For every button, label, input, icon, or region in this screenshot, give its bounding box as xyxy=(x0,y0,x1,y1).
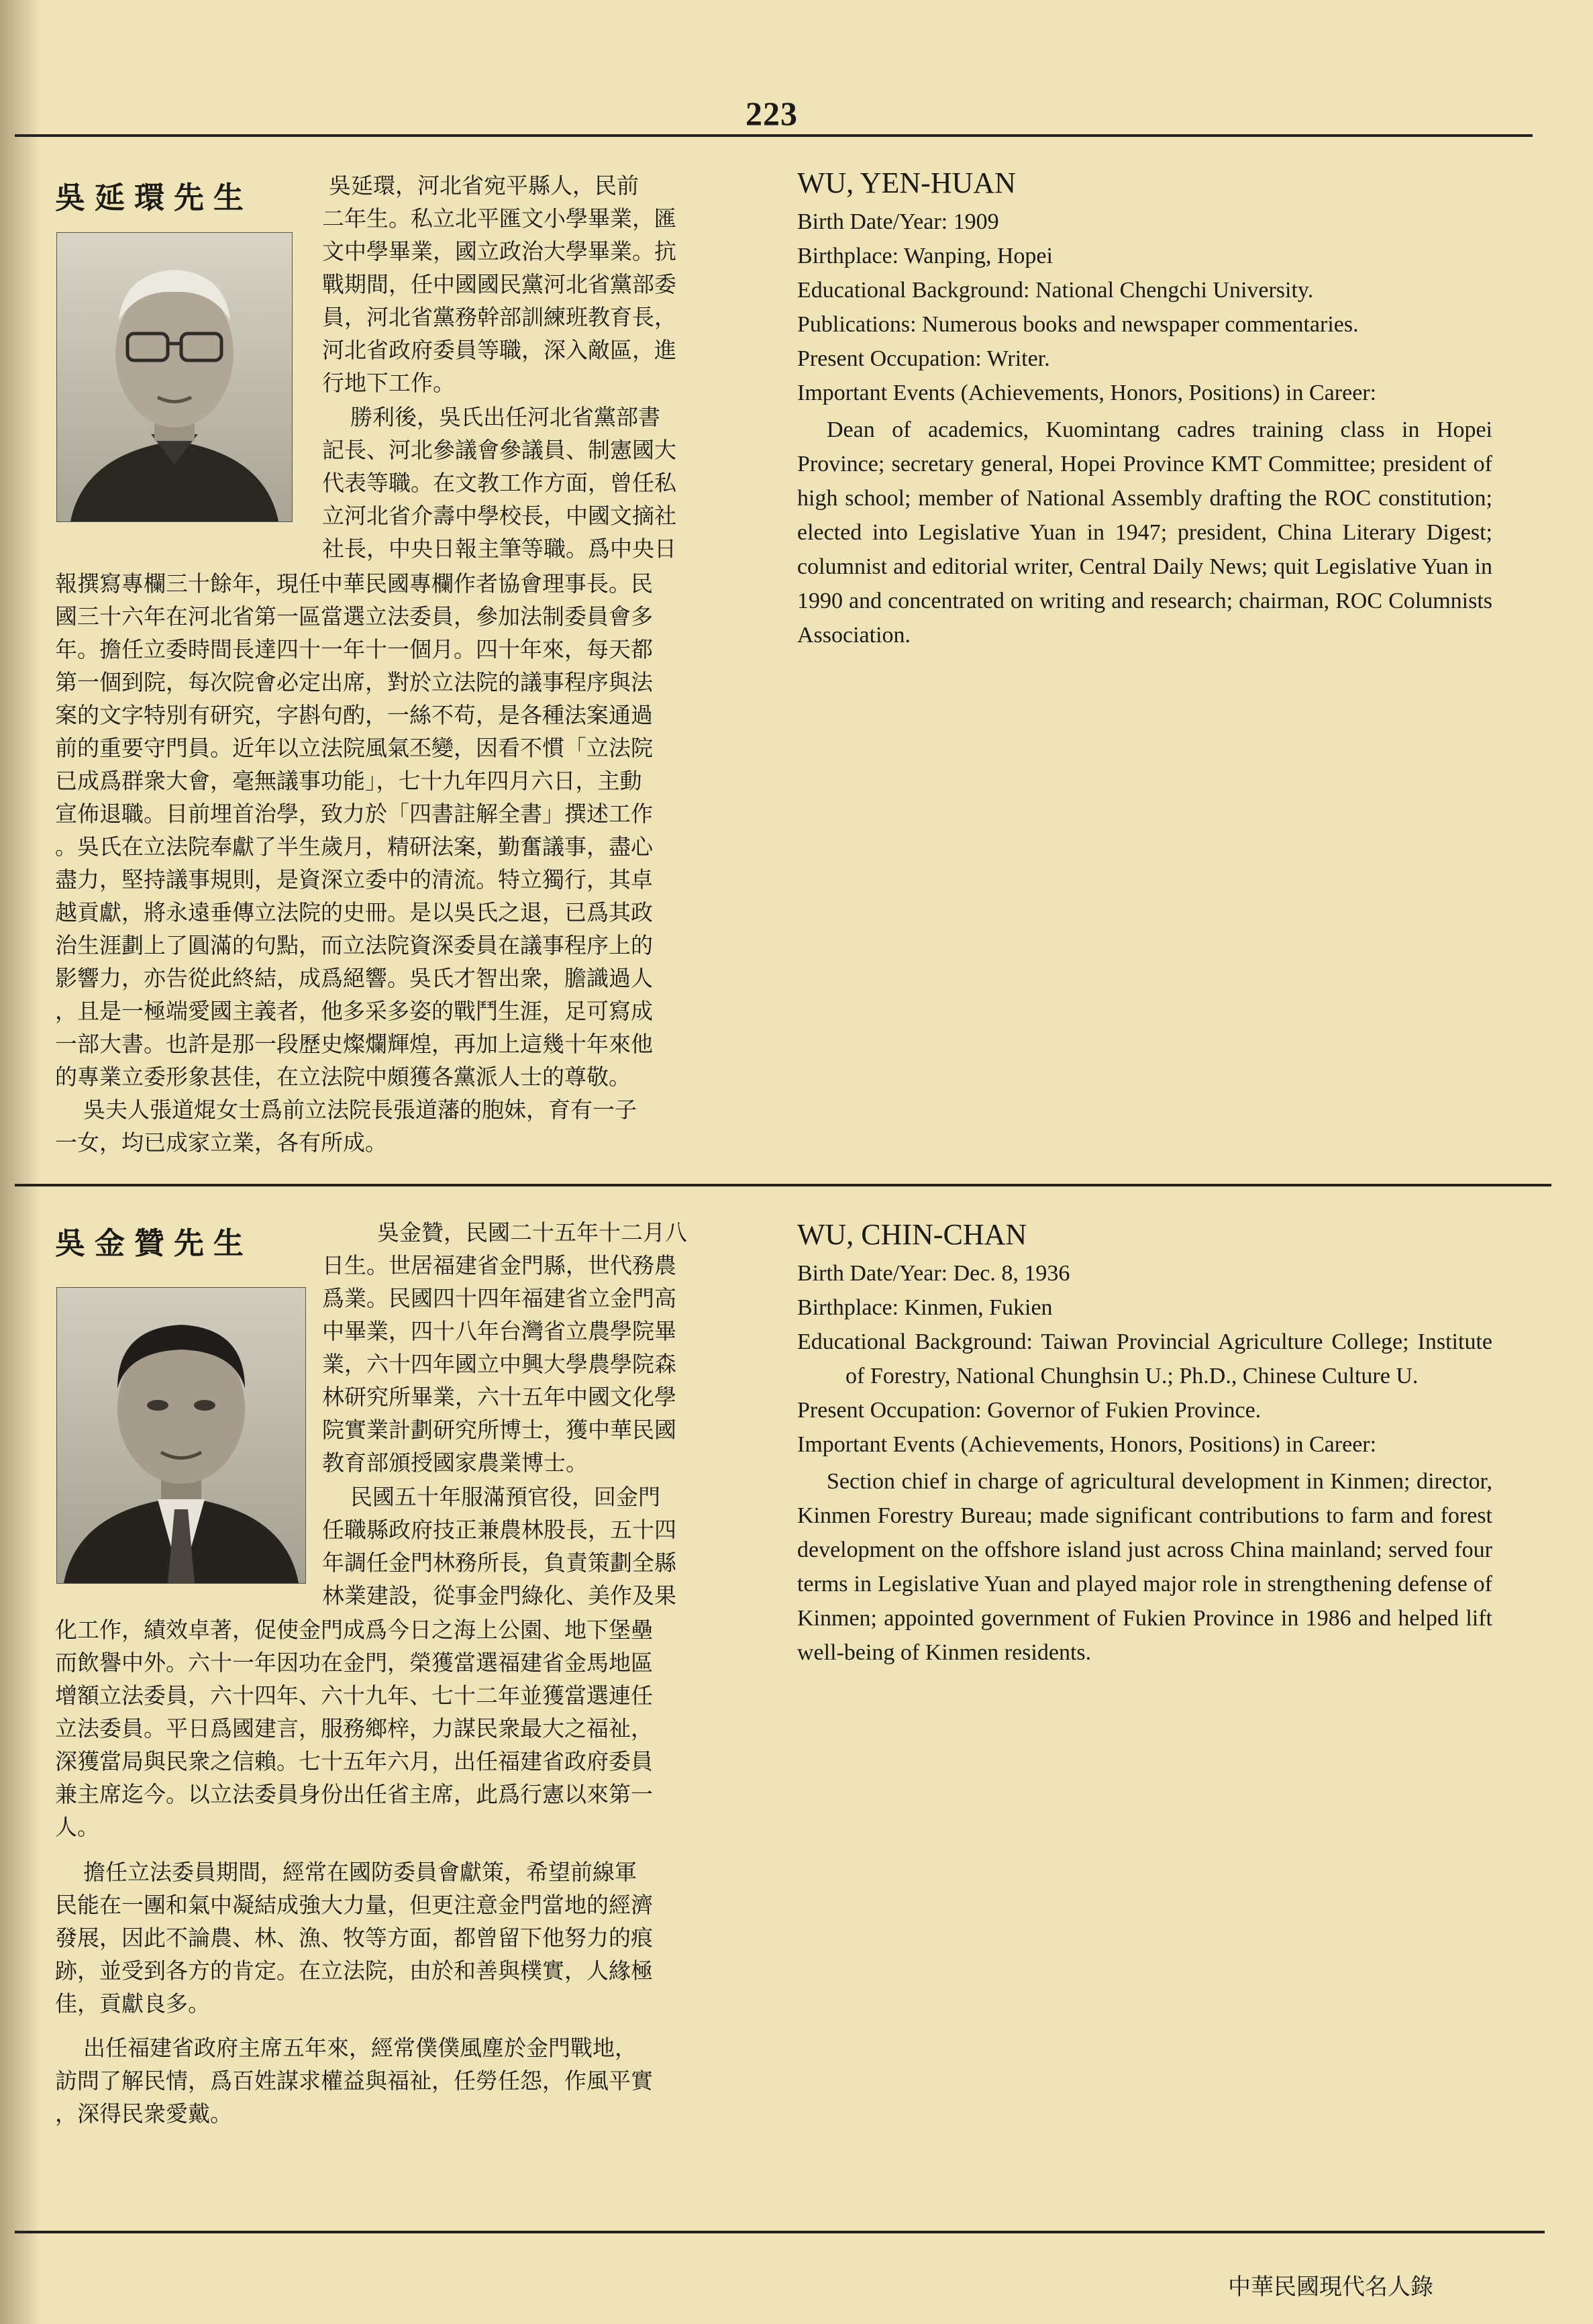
zh-line: 訪問了解民情，爲百姓謀求權益與福祉，任勞任怨，作風平實 xyxy=(55,2068,653,2094)
english-biography xyxy=(797,1216,1492,1670)
zh-line: 影響力，亦告從此終結，成爲絕響。吳氏才智出衆，膽識過人 xyxy=(55,965,653,991)
zh-line: 年調任金門林務所長，負責策劃全縣 xyxy=(322,1550,676,1576)
occupation: Present Occupation: Governor of Fukien Province. xyxy=(797,1398,1262,1423)
zh-line: 一部大書。也許是那一段歷史燦爛輝煌，再加上這幾十年來他 xyxy=(55,1031,653,1057)
zh-line: 報撰寫專欄三十餘年，現任中華民國專欄作者協會理事長。民 xyxy=(55,570,653,597)
birthplace: Birthplace: Wanping, Hopei xyxy=(797,244,1053,268)
education: Educational Background: National Chengchi University. xyxy=(797,278,1314,303)
zh-line: 的專業立委形象甚佳，在立法院中頗獲各黨派人士的尊敬。 xyxy=(55,1064,631,1090)
zh-line: 年。擔任立委時間長達四十一年十一個月。四十年來，每天都 xyxy=(55,636,653,662)
chinese-name: 吳延環先生 xyxy=(55,180,254,215)
zh-line: 化工作，績效卓著，促使金門成爲今日之海上公園、地下堡壘 xyxy=(55,1617,653,1643)
book-title-footer: 中華民國現代名人錄 xyxy=(1228,2274,1433,2301)
zh-line: 戰期間，任中國國民黨河北省黨部委 xyxy=(322,271,676,297)
zh-line: 員，河北省黨務幹部訓練班教育長， xyxy=(322,304,676,330)
zh-line: 吳金贊，民國二十五年十二月八 xyxy=(377,1219,687,1246)
chinese-name: 吳金贊先生 xyxy=(55,1225,254,1261)
zh-line: 民能在一團和氣中凝結成強大力量，但更注意金門當地的經濟 xyxy=(55,1892,653,1918)
zh-line: 立河北省介壽中學校長，中國文摘社 xyxy=(322,503,676,529)
education: Educational Background: Taiwan Provincial Agriculture College; Institute of Forestry, National Chunghsin U.; Ph.D., Chinese Culture U. xyxy=(797,1329,1492,1388)
zh-line: 盡力，堅持議事規則，是資深立委中的清流。特立獨行，其卓 xyxy=(55,866,653,893)
zh-line: 前的重要守門員。近年以立法院風氣丕變，因看不慣「立法院 xyxy=(55,735,653,761)
birthplace: Birthplace: Kinmen, Fukien xyxy=(797,1295,1053,1320)
zh-line: ，深得民衆愛戴。 xyxy=(55,2101,232,2127)
zh-line: 立法委員。平日爲國建言，服務鄉梓，力謀民衆最大之福祉， xyxy=(55,1715,653,1741)
publications: Publications: Numerous books and newspaper commentaries. xyxy=(797,312,1359,337)
zh-line: 增額立法委員，六十四年、六十九年、七十二年並獲當選連任 xyxy=(55,1682,653,1709)
zh-line: 院實業計劃研究所博士，獲中華民國 xyxy=(322,1417,676,1443)
zh-line: 任職縣政府技正兼農林股長，五十四 xyxy=(322,1517,676,1543)
zh-line: 擔任立法委員期間，經常在國防委員會獻策，希望前線軍 xyxy=(83,1859,637,1885)
zh-line: 宣佈退職。目前埋首治學，致力於「四書註解全書」撰述工作 xyxy=(55,801,653,827)
zh-line: 代表等職。在文教工作方面，曾任私 xyxy=(322,470,676,496)
zh-line: 林業建設，從事金門綠化、美作及果 xyxy=(322,1582,676,1609)
zh-line: 。吳氏在立法院奉獻了半生歲月，精研法案，勤奮議事，盡心 xyxy=(55,833,653,860)
zh-line: 兼主席迄今。以立法委員身份出任省主席，此爲行憲以來第一 xyxy=(55,1781,653,1807)
zh-line: 國三十六年在河北省第一區當選立法委員，參加法制委員會多 xyxy=(55,603,653,629)
zh-line: 而飲譽中外。六十一年因功在金門，榮獲當選福建省金馬地區 xyxy=(55,1650,653,1676)
english-name: WU, YEN-HUAN xyxy=(797,166,1016,199)
portrait-photo xyxy=(56,1287,306,1584)
zh-line: 越貢獻，將永遠垂傳立法院的史冊。是以吳氏之退，已爲其政 xyxy=(55,899,653,925)
zh-line: 林研究所畢業，六十五年中國文化學 xyxy=(322,1384,676,1410)
zh-line: 已成爲群衆大會，毫無議事功能」，七十九年四月六日，主動 xyxy=(55,768,642,794)
zh-line: 二年生。私立北平匯文小學畢業，匯 xyxy=(322,205,676,232)
zh-line: 中畢業，四十八年台灣省立農學院畢 xyxy=(322,1318,676,1344)
events-text: Dean of academics, Kuomintang cadres training class in Hopei Province; secretary general, Hopei Province KMT Committee; president of high school; member of National Assembly drafting the ROC constitution; elected into Legislative Yuan in 1947; president, China Literary Digest; columnist and editorial writer, Central Daily News; quit Legislative Yuan in 1990 and concentrated on writing and research; chairman, ROC Columnists Association. xyxy=(797,417,1492,648)
zh-line: 出任福建省政府主席五年來，經常僕僕風塵於金門戰地， xyxy=(83,2035,637,2061)
zh-line: 社長，中央日報主筆等職。爲中央日 xyxy=(322,536,676,562)
zh-line: 發展，因此不論農、林、漁、牧等方面，都曾留下他努力的痕 xyxy=(55,1925,653,1951)
zh-line: 案的文字特別有研究，字斟句酌，一絲不苟，是各種法案通過 xyxy=(55,702,653,728)
zh-line: 行地下工作。 xyxy=(322,370,455,396)
zh-line: 治生涯劃上了圓滿的句點，而立法院資深委員在議事程序上的 xyxy=(55,932,653,958)
zh-line: 一女，均已成家立業，各有所成。 xyxy=(55,1129,387,1156)
zh-line: ，且是一極端愛國主義者，他多采多姿的戰鬥生涯，足可寫成 xyxy=(55,998,653,1024)
page-number: 223 xyxy=(746,95,798,132)
zh-line: 深獲當局與民衆之信賴。七十五年六月，出任福建省政府委員 xyxy=(55,1748,653,1774)
zh-line: 爲業。民國四十四年福建省立金門高 xyxy=(322,1285,676,1311)
birth-date: Birth Date/Year: 1909 xyxy=(797,209,999,234)
zh-line: 教育部頒授國家農業博士。 xyxy=(322,1450,588,1476)
zh-line: 吳夫人張道焜女士爲前立法院長張道藩的胞妹，育有一子 xyxy=(83,1097,637,1123)
zh-line: 人。 xyxy=(55,1814,99,1840)
birth-date: Birth Date/Year: Dec. 8, 1936 xyxy=(797,1261,1070,1286)
zh-line: 佳，貢獻良多。 xyxy=(55,1990,210,2017)
footer-rule xyxy=(15,2231,1545,2233)
zh-line: 跡，並受到各方的肯定。在立法院，由於和善與樸實，人緣極 xyxy=(55,1958,653,1984)
zh-line: 第一個到院，每次院會必定出席，對於立法院的議事程序與法 xyxy=(55,669,653,695)
zh-line: 河北省政府委員等職，深入敵區，進 xyxy=(322,337,676,363)
zh-line: 日生。世居福建省金門縣，世代務農 xyxy=(322,1252,676,1278)
english-name: WU, CHIN-CHAN xyxy=(797,1218,1027,1251)
zh-line: 業，六十四年國立中興大學農學院森 xyxy=(322,1351,676,1377)
zh-line: 吳延環，河北省宛平縣人，民前 xyxy=(329,172,639,199)
events-label: Important Events (Achievements, Honors, Positions) in Career: xyxy=(797,381,1377,405)
zh-line: 記長、河北參議會參議員、制憲國大 xyxy=(322,437,676,463)
events-text: Section chief in charge of agricultural development in Kinmen; director, Kinmen Forestry Bureau; made significant contributions to farm and forest development on the offshore island just across China mainland; served four terms in Legislative Yuan and played major role in strengthening defense of Kinmen; appointed government of Fukien Province in 1986 and helped lift well-being of Kinmen residents. xyxy=(797,1469,1492,1665)
events-label: Important Events (Achievements, Honors, Positions) in Career: xyxy=(797,1432,1377,1457)
zh-line: 勝利後，吳氏出任河北省黨部書 xyxy=(350,404,660,430)
occupation: Present Occupation: Writer. xyxy=(797,346,1050,371)
zh-line: 文中學畢業，國立政治大學畢業。抗 xyxy=(322,238,676,264)
zh-line: 民國五十年服滿預官役，回金門 xyxy=(350,1484,660,1510)
